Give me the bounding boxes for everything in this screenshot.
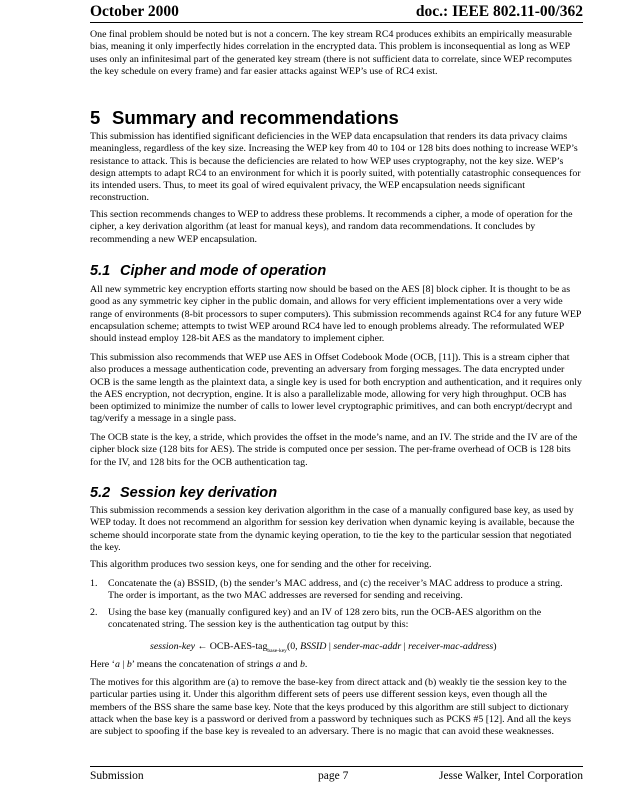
section-5-2-heading	[90, 485, 277, 501]
note-var-a: a	[114, 659, 120, 670]
formula-sep: |	[401, 641, 409, 652]
note-text: .	[304, 659, 308, 670]
note-text: and	[280, 659, 300, 670]
formula-arg-bssid: BSSID	[300, 641, 327, 652]
formula-func: OCB-AES-tag	[209, 641, 268, 652]
footer-page-number: page 7	[318, 770, 349, 782]
list-text: Concatenate the (a) BSSID, (b) the sender’s MAC address, and (c) the receiver’s MAC address to produce a string. The order is important, as the two MAC addresses are reversed for sending and receiving.	[108, 578, 563, 602]
list-number: 2.	[90, 607, 98, 618]
section-5-paragraph-2: This section recommends changes to WEP to address these problems. It recommends a cipher, a mode of operation for the cipher, a key derivation algorithm (at least for manual keys), and random data recommendations. It concludes by recommending a new WEP encapsulation.	[90, 209, 573, 245]
formula-close: )	[493, 641, 497, 652]
note-text: Here ‘	[90, 659, 115, 670]
section-5-1-paragraph-1: All new symmetric key encryption efforts starting now should be based on the AES [8] block cipher. It is thought to be as good as any symmetric key cipher in the public domain, and allows for very efficient implementations over a very wide range of environments (8-bit processors to super computers). This submission recommends against RC4 for any future WEP encapsulation scheme; attempts to twist WEP around RC4 have led to enough problems already. The reformulated WEP should instead employ 128-bit AES as the mandatory to implement cipher.	[90, 284, 582, 345]
formula-arrow: ←	[194, 641, 210, 652]
header-date: October 2000	[90, 3, 179, 20]
section-5-2-paragraph-1: This submission recommends a session key derivation algorithm in the case of a manually configured base key, as used by WEP today. It does not recommend an algorithm for session key derivation when dynamic keying is available, because the scheme should incorporate state from the dynamic keying operation, to tie the key to the particular session that negotiated the key.	[90, 505, 575, 553]
section-title: Cipher and mode of operation	[120, 263, 327, 279]
section-5-2-paragraph-2: This algorithm produces two session keys, one for sending and the other for receiving.	[90, 559, 432, 570]
footer-author: Jesse Walker, Intel Corporation	[438, 770, 583, 782]
note-text: |	[119, 659, 127, 670]
note-var-b: b	[299, 659, 305, 670]
page-header	[90, 2, 583, 23]
intro-paragraph: One final problem should be noted but is not a concern. The key stream RC4 produces exhibits an empirically measurable bias, meaning it only imperfectly hides correlation in the encrypted data. This problem is inconsequential as long as WEP uses only an infinitesimal part of the generated key stream (there is not sufficient data to correlate, since WEP recomputes the key schedule on every frame) and far easier attacks against WEP’s use of RC4 exist.	[90, 29, 572, 77]
formula-arg-sender: sender-mac-addr	[333, 641, 402, 652]
section-5-1-paragraph-2: This submission also recommends that WEP use AES in Offset Codebook Mode (OCB, [11]). This is a stream cipher that also produces a message authentication code, preventing an adversary from forging messages. The data encrypted under OCB is the same length as the plaintext data, a single key is used for both encryption and authentication, and it requires only the AES encryption, not decryption, engine. It is also a parallelizable mode, allowing for very high throughput. OCB has been optimized to minimize the number of calls to lower level cryptographic primitives, and can both encrypt/decrypt and tag/verify a message in a single pass.	[90, 352, 582, 425]
session-key-formula	[150, 641, 497, 654]
section-5-paragraph-1: This submission has identified significant deficiencies in the WEP data encapsulation that renders its data privacy claims meaningless, regardless of the key size. Increasing the WEP key from 40 to 104 or 128 bits does nothing to increase WEP’s resistance to attack. This is because the deficiencies are related to how WEP uses cryptography, not the key size. WEP’s design attempts to adapt RC4 to an environment for which it is poorly suited, with potentially catastrophic consequences for its intended users. Thus, to meet its goal of wired equivalent privacy, the WEP encapsulation needs significant reconstruction.	[90, 131, 581, 204]
note-text: ’ means the concatenation of strings	[131, 659, 276, 670]
list-text: Using the base key (manually configured key) and an IV of 128 zero bits, run the OCB-AES algorithm on the concatenated string. The session key is the authentication tag output by this:	[108, 607, 542, 631]
section-5-1-paragraph-3: The OCB state is the key, a stride, which provides the offset in the mode’s name, and an IV. The stride and the IV are of the cipher block size (128 bits for AES). The stride is computed once per session. The per-frame overhead of OCB is 128 bits for the IV, and 128 bits for the OCB authentication tag.	[90, 432, 578, 468]
section-5-1-heading	[90, 263, 326, 279]
page-footer	[90, 766, 583, 787]
section-5-heading	[90, 107, 399, 129]
section-5-2-motives-paragraph: The motives for this algorithm are (a) to remove the base-key from direct attack and (b) weakly tie the session key to the particular parties using it. Under this algorithm different sets of peers use different session keys, even though all the members of the BSS share the same base key. Note that the keys produced by this algorithm are still subject to dictionary attack when the base key is a password or derived from a password by techniques such as PCKS #5 [12]. And all the keys are subject to spoofing if the base key is revealed to an adversary. There is no magic that can avoid these weaknesses.	[90, 677, 572, 738]
note-var-a: a	[275, 659, 281, 670]
formula-arg-receiver: receiver-mac-address	[408, 641, 494, 652]
section-title: Summary and recommendations	[112, 107, 399, 128]
footer-submission: Submission	[90, 770, 144, 782]
section-number: 5.2	[90, 485, 111, 501]
concatenation-note	[90, 659, 583, 671]
section-number: 5.1	[90, 263, 111, 279]
formula-open: (0,	[286, 641, 301, 652]
section-number: 5	[90, 107, 101, 128]
section-title: Session key derivation	[120, 485, 278, 501]
formula-subscript: base-key	[267, 647, 287, 654]
list-number: 1.	[90, 578, 98, 589]
formula-sep: |	[326, 641, 334, 652]
header-doc-id: doc.: IEEE 802.11-00/362	[415, 3, 583, 20]
note-var-b: b	[126, 659, 132, 670]
formula-lhs: session-key	[150, 641, 195, 652]
